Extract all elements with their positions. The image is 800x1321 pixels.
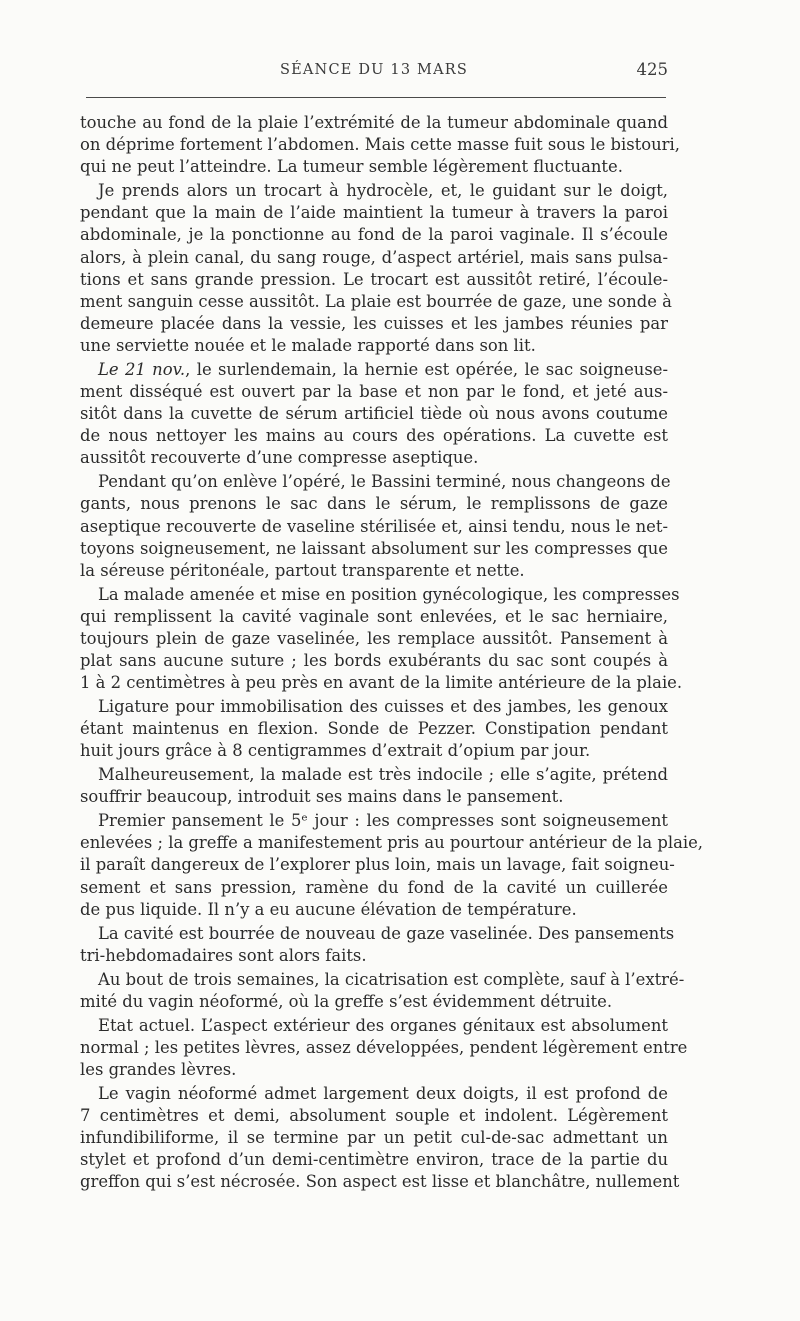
- text-line: ment disséqué est ouvert par la base et non par le fond, et jeté aus-: [80, 382, 668, 402]
- text-line: Le vagin néoformé admet largement deux doigts, il est profond de: [98, 1083, 668, 1103]
- paragraph: [80, 180, 672, 357]
- text-line: La malade amenée et mise en position gynécologique, les compresses: [98, 584, 680, 604]
- paragraph: [80, 584, 683, 695]
- text-line: étant maintenus en flexion. Sonde de Pezzer. Constipation pendant: [80, 719, 668, 739]
- text-line: Pendant qu’on enlève l’opéré, le Bassini terminé, nous changeons de: [98, 472, 671, 492]
- text-line: abdominale, je la ponctionne au fond de la paroi vaginale. Il s’écoule: [80, 225, 668, 245]
- text-line: tions et sans grande pression. Le trocart est aussitôt retiré, l’écoule-: [80, 269, 668, 289]
- text-line: les grandes lèvres.: [80, 1059, 237, 1079]
- text-line: La cavité est bourrée de nouveau de gaze vaselinée. Des pansements: [98, 923, 675, 943]
- text-line: Je prends alors un trocart à hydrocèle, et, le guidant sur le doigt,: [98, 181, 668, 201]
- text-line: enlevées ; la greffe a manifestement pris au pourtour antérieur de la plaie,: [80, 833, 703, 853]
- text-line: 7 centimètres et demi, absolument souple et indolent. Légèrement: [80, 1105, 668, 1125]
- paragraph: [80, 764, 668, 808]
- date-lead: Le 21 nov.: [98, 359, 186, 379]
- paragraph: [80, 810, 703, 921]
- text-line: sitôt dans la cuvette de sérum artificiel tiède où nous avons coutume: [80, 404, 668, 424]
- text-line: gants, nous prenons le sac dans le sérum, le remplissons de gaze: [80, 494, 668, 514]
- running-head: [80, 56, 668, 86]
- text-line: Etat actuel. L’aspect extérieur des organes génitaux est absolument: [98, 1015, 668, 1035]
- paragraph: [80, 1083, 680, 1194]
- text-line: qui ne peut l’atteindre. La tumeur semble légèrement fluctuante.: [80, 157, 623, 177]
- text-line: plat sans aucune suture ; les bords exubérants du sac sont coupés à: [80, 651, 668, 671]
- text-line: 1 à 2 centimètres à peu près en avant de la limite antérieure de la plaie.: [80, 673, 683, 693]
- text-line: normal ; les petites lèvres, assez développées, pendent légèrement entre: [80, 1037, 688, 1057]
- text-line: touche au fond de la plaie l’extrémité de la tumeur abdominale quand: [80, 113, 668, 132]
- text-line: il paraît dangereux de l’explorer plus loin, mais un lavage, fait soigneu-: [80, 855, 675, 875]
- text-line: qui remplissent la cavité vaginale sont enlevées, et le sac herniaire,: [80, 606, 668, 626]
- text-line: Premier pansement le 5ᵉ jour : les compresses sont soigneusement: [98, 811, 668, 831]
- text-line: stylet et profond d’un demi-centimètre environ, trace de la partie du: [80, 1150, 668, 1170]
- paragraph: [80, 112, 680, 178]
- text-line: mité du vagin néoformé, où la greffe s’est évidemment détruite.: [80, 991, 613, 1011]
- text-line: pendant que la main de l’aide maintient la tumeur à travers la paroi: [80, 203, 668, 223]
- text-line: de pus liquide. Il n’y a eu aucune élévation de température.: [80, 899, 577, 919]
- body-text: [80, 112, 703, 1193]
- text-line: souffrir beaucoup, introduit ses mains dans le pansement.: [80, 787, 564, 807]
- text-line: infundibiliforme, il se termine par un petit cul-de-sac admettant un: [80, 1127, 668, 1147]
- text-line: aussitôt recouverte d’une compresse aseptique.: [80, 448, 479, 468]
- text-line: toyons soigneusement, ne laissant absolument sur les compresses que: [80, 538, 668, 558]
- text-line: [80, 359, 668, 381]
- text-line: greffon qui s’est nécrosée. Son aspect est lisse et blanchâtre, nullement: [80, 1172, 680, 1192]
- text-line: tri-hebdomadaires sont alors faits.: [80, 945, 367, 965]
- text-line: ment sanguin cesse aussitôt. La plaie est bourrée de gaze, une sonde à: [80, 291, 672, 311]
- text-line: demeure placée dans la vessie, les cuisses et les jambes réunies par: [80, 313, 668, 333]
- text-line: une serviette nouée et le malade rapporté dans son lit.: [80, 336, 536, 356]
- paragraph: [80, 1015, 688, 1081]
- paragraph: [80, 471, 671, 582]
- paragraph: [80, 923, 675, 967]
- text-line: sement et sans pression, ramène du fond de la cavité un cuillerée: [80, 877, 668, 897]
- text-line: huit jours grâce à 8 centigrammes d’extrait d’opium par jour.: [80, 741, 591, 761]
- text-line: Malheureusement, la malade est très indocile ; elle s’agite, prétend: [98, 765, 668, 785]
- text-line: alors, à plein canal, du sang rouge, d’aspect artériel, mais sans pulsa-: [80, 247, 668, 267]
- text-line: Au bout de trois semaines, la cicatrisation est complète, sauf à l’extré-: [98, 969, 685, 989]
- text-line: de nous nettoyer les mains au cours des opérations. La cuvette est: [80, 426, 668, 446]
- header-rule: [86, 97, 666, 98]
- text-line: toujours plein de gaze vaselinée, les remplace aussitôt. Pansement à: [80, 628, 668, 648]
- paragraph: [80, 696, 668, 762]
- running-title: SÉANCE DU 13 MARS: [279, 62, 469, 78]
- paragraph: [80, 969, 685, 1013]
- text-line: la séreuse péritonéale, partout transparente et nette.: [80, 560, 525, 580]
- text-line-rest: , le surlendemain, la hernie est opérée, le sac soigneuse-: [185, 359, 668, 379]
- text-line: on déprime fortement l’abdomen. Mais cette masse fuit sous le bistouri,: [80, 135, 680, 155]
- text-line: Ligature pour immobilisation des cuisses et des jambes, les genoux: [98, 697, 668, 717]
- page-number: 425: [636, 60, 668, 79]
- text-line: aseptique recouverte de vaseline stérilisée et, ainsi tendu, nous le net-: [80, 516, 668, 536]
- paragraph: [80, 359, 668, 470]
